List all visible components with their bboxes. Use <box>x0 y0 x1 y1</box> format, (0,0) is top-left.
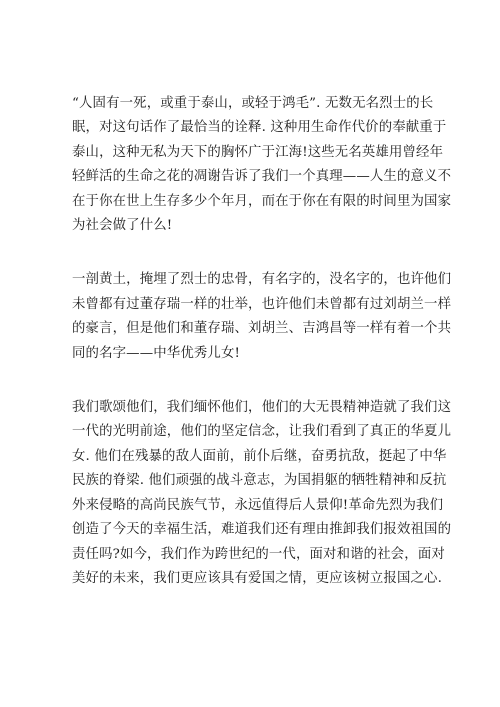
text-line: 在于你在世上生存多少个年月，而在于你在有限的时间里为国家 <box>72 193 452 209</box>
text-line: 未曾都有过董存瑞一样的壮举，也许他们未曾都有过刘胡兰一样 <box>72 296 452 312</box>
text-line: 美好的未来，我们更应该具有爱国之情，更应该树立报国之心. <box>72 570 443 586</box>
text-line: “人固有一死，或重于泰山，或轻于鸿毛”. 无数无名烈士的长 <box>72 96 434 111</box>
paragraph-3 <box>72 396 452 591</box>
text-line: 女. 他们在残暴的敌人面前，前仆后继，奋勇抗敌，挺起了中华 <box>72 448 447 464</box>
text-line: 泰山，这种无私为天下的胸怀广于江海!这些无名英雄用曾经年 <box>72 144 444 160</box>
text-line: 创造了今天的幸福生活，难道我们还有理由推卸我们报效祖国的 <box>72 522 452 538</box>
paragraph-2 <box>72 268 452 366</box>
text-line: 一剖黄土，掩埋了烈士的忠骨，有名字的，没名字的，也许他们 <box>72 272 452 288</box>
text-line: 责任吗?如今，我们作为跨世纪的一代，面对和谐的社会，面对 <box>72 546 445 562</box>
text-line: 外来侵略的高尚民族气节，永远值得后人景仰!革命先烈为我们 <box>72 497 444 513</box>
text-line: 眠，对这句话作了最恰当的诠释. 这种用生命作代价的奉献重于 <box>72 120 447 136</box>
text-line: 为社会做了什么! <box>72 218 173 234</box>
text-line: 我们歌颂他们，我们缅怀他们，他们的大无畏精神造就了我们这 <box>72 400 452 416</box>
text-line: 民族的脊梁. 他们顽强的战斗意志，为国捐躯的牺牲精神和反抗 <box>72 473 447 489</box>
paragraph-1 <box>72 92 452 238</box>
text-line: 轻鲜活的生命之花的凋谢告诉了我们一个真理——人生的意义不 <box>72 169 452 185</box>
text-line: 的豪言，但是他们和董存瑞、刘胡兰、吉鸿昌等一样有着一个共 <box>72 321 452 337</box>
document-body <box>72 92 452 621</box>
text-line: 同的名字——中华优秀儿女! <box>72 345 241 361</box>
text-line: 一代的光明前途，他们的坚定信念，让我们看到了真正的华夏儿 <box>72 424 452 440</box>
